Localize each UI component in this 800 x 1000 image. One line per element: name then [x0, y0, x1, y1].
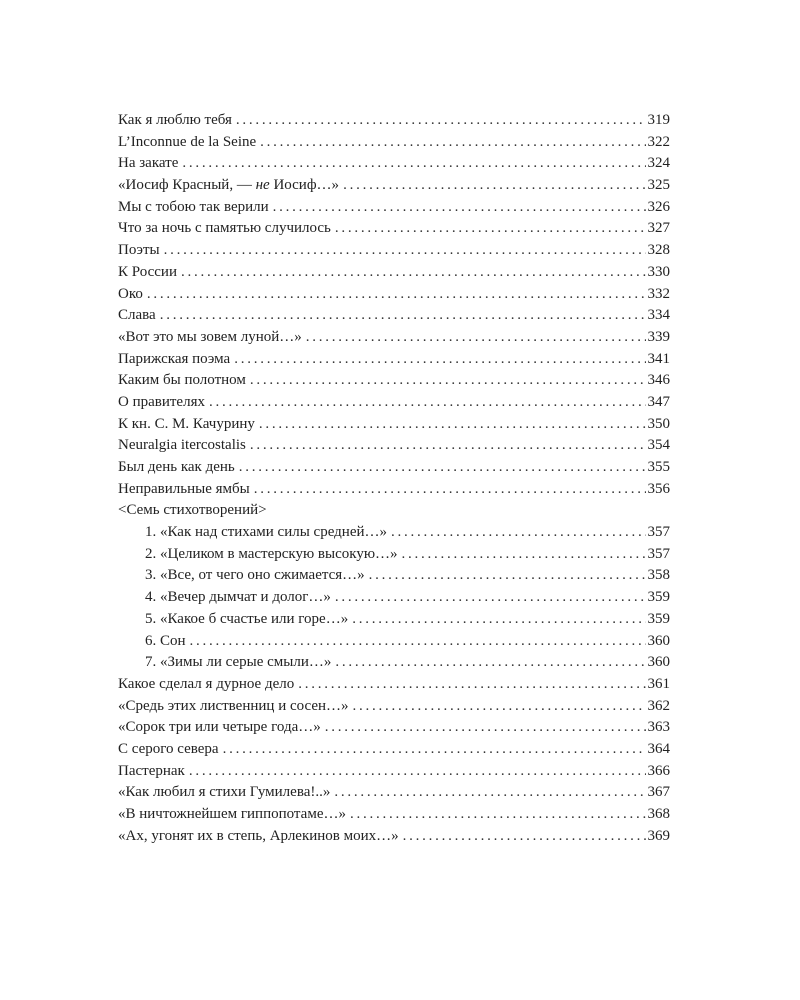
- dot-leader: [306, 327, 646, 349]
- title-text: <Семь стихотворений>: [118, 502, 267, 519]
- dot-leader: [234, 349, 645, 371]
- dot-leader: [335, 587, 646, 609]
- toc-entry-title: [145, 587, 335, 609]
- title-text: «Иосиф Красный, —: [118, 177, 256, 194]
- toc-entry[interactable]: [118, 132, 670, 154]
- page-number: 334: [647, 307, 670, 324]
- title-italic-text: не: [255, 177, 270, 194]
- dot-leader: [259, 414, 646, 436]
- dot-leader: [182, 153, 645, 175]
- toc-entry-title: [118, 717, 325, 739]
- page-number: 359: [647, 610, 670, 627]
- toc-entry[interactable]: [118, 175, 670, 197]
- toc-entry[interactable]: [118, 349, 670, 371]
- toc-entry[interactable]: [118, 262, 670, 284]
- dot-leader: [209, 392, 646, 414]
- toc-entry-title: [145, 631, 190, 653]
- title-text: К кн. С. М. Качурину: [118, 415, 255, 432]
- title-text: Neuralgia itercostalis: [118, 437, 246, 454]
- toc-entry[interactable]: [118, 631, 670, 653]
- toc-entry[interactable]: [118, 652, 670, 674]
- toc-entry-title: [118, 696, 353, 718]
- toc-entry-title: [118, 739, 223, 761]
- page-number: 319: [647, 112, 670, 128]
- toc-entry[interactable]: [118, 565, 670, 587]
- title-text: 2. «Целиком в мастерскую высокую…»: [145, 545, 398, 562]
- page-number: 359: [647, 589, 670, 606]
- page-number: 358: [647, 567, 670, 584]
- dot-leader: [353, 696, 646, 718]
- title-text: 1. «Как над стихами силы средней…»: [145, 524, 387, 541]
- toc-entry[interactable]: [118, 587, 670, 609]
- toc-entry-title: [145, 652, 335, 674]
- title-text: «Как любил я стихи Гумилева!..»: [118, 784, 331, 801]
- page-number: 325: [647, 177, 670, 194]
- title-text: Мы с тобою так верили: [118, 198, 269, 215]
- toc-entry[interactable]: [118, 522, 670, 544]
- title-text: К России: [118, 263, 177, 280]
- toc-entry-title: [118, 500, 271, 522]
- toc-entry-title: [118, 218, 335, 240]
- title-text: Неправильные ямбы: [118, 480, 250, 497]
- dot-leader: [147, 284, 646, 306]
- toc-entry[interactable]: [118, 544, 670, 566]
- title-text: 6. Сон: [145, 632, 186, 649]
- dot-leader: [223, 739, 646, 761]
- page-number: 356: [647, 480, 670, 497]
- toc-entry-title: [118, 435, 250, 457]
- page-number: 326: [647, 198, 670, 215]
- toc-entry-title: [118, 175, 343, 197]
- page-number: 324: [647, 155, 670, 172]
- title-text: «Средь этих лиственниц и сосен…»: [118, 697, 349, 714]
- title-text: Парижская поэма: [118, 350, 231, 367]
- dot-leader: [273, 197, 646, 219]
- toc-entry[interactable]: [118, 457, 670, 479]
- title-text-after: Иосиф…»: [269, 177, 340, 194]
- dot-leader: [189, 761, 646, 783]
- page-number: 346: [647, 372, 670, 389]
- page-number: 327: [647, 220, 670, 237]
- page-number: 366: [647, 762, 670, 779]
- toc-entry-title: [145, 522, 391, 544]
- page-number: 364: [647, 740, 670, 757]
- page-number: 328: [647, 242, 670, 259]
- toc-entry-title: [118, 110, 236, 132]
- dot-leader: [334, 782, 645, 804]
- toc-entry-title: [118, 370, 250, 392]
- title-text: Какое сделал я дурное дело: [118, 675, 295, 692]
- toc-entry[interactable]: [118, 414, 670, 436]
- page-number: 330: [647, 263, 670, 280]
- dot-leader: [403, 826, 646, 848]
- page-number: 332: [647, 285, 670, 302]
- toc-entry[interactable]: [118, 500, 670, 522]
- toc-entry-title: [118, 826, 403, 848]
- title-text: 4. «Вечер дымчат и долог…»: [145, 589, 331, 606]
- toc-entry-title: [118, 197, 273, 219]
- page-number: 363: [647, 719, 670, 736]
- page-number: 357: [647, 524, 670, 541]
- page-number: 341: [647, 350, 670, 367]
- page-number: 360: [647, 632, 670, 649]
- toc-entry-title: [118, 349, 234, 371]
- title-text: О правителях: [118, 393, 205, 410]
- toc-entry-title: [118, 153, 182, 175]
- title-text: Что за ночь с памятью случилось: [118, 220, 331, 237]
- toc-entry[interactable]: [118, 826, 670, 848]
- toc-entry[interactable]: [118, 284, 670, 306]
- title-text: С серого севера: [118, 740, 219, 757]
- page-number: 350: [647, 415, 670, 432]
- dot-leader: [250, 370, 646, 392]
- toc-entry-title: [118, 392, 209, 414]
- toc-entry[interactable]: [118, 327, 670, 349]
- dot-leader: [236, 110, 646, 132]
- toc-entry[interactable]: [118, 153, 670, 175]
- dot-leader: [350, 804, 646, 826]
- toc-entry[interactable]: [118, 717, 670, 739]
- toc-entry-title: [145, 544, 402, 566]
- toc-entry-title: [118, 284, 147, 306]
- title-text: Каким бы полотном: [118, 372, 246, 389]
- toc-entry-title: [118, 674, 298, 696]
- page-number: 354: [647, 437, 670, 454]
- dot-leader: [250, 435, 646, 457]
- dot-leader: [298, 674, 645, 696]
- toc-entry-title: [118, 761, 189, 783]
- title-text: L’Inconnue de la Seine: [118, 133, 257, 150]
- dot-leader: [335, 218, 646, 240]
- toc-entry-title: [145, 609, 352, 631]
- page-number: 361: [647, 675, 670, 692]
- toc-entry[interactable]: [118, 218, 670, 240]
- toc-entry-title: [118, 479, 254, 501]
- toc-entry[interactable]: [118, 240, 670, 262]
- title-text: Око: [118, 285, 143, 302]
- dot-leader: [335, 652, 645, 674]
- dot-leader: [164, 240, 646, 262]
- dot-leader: [391, 522, 646, 544]
- dot-leader: [260, 132, 645, 154]
- page-number: 369: [647, 827, 670, 844]
- title-text: Слава: [118, 307, 156, 324]
- dot-leader: [239, 457, 646, 479]
- title-text: 5. «Какое б счастье или горе…»: [145, 610, 349, 627]
- toc-entry[interactable]: [118, 110, 670, 132]
- toc-entry[interactable]: [118, 370, 670, 392]
- title-text: Поэты: [118, 242, 160, 259]
- title-text: Как я люблю тебя: [118, 112, 232, 128]
- toc-entry-title: [118, 804, 350, 826]
- title-text: Пастернак: [118, 762, 185, 779]
- toc-entry[interactable]: [118, 392, 670, 414]
- dot-leader: [190, 631, 646, 653]
- title-text: 7. «Зимы ли серые смыли…»: [145, 654, 332, 671]
- toc-entry-title: [118, 262, 181, 284]
- toc-entry-title: [118, 782, 334, 804]
- page-number: 368: [647, 806, 670, 822]
- toc-entry-title: [118, 457, 239, 479]
- dot-leader: [325, 717, 646, 739]
- toc-entry[interactable]: [118, 696, 670, 718]
- title-text: Был день как день: [118, 459, 235, 475]
- title-text: На закате: [118, 155, 179, 172]
- page-number: 362: [647, 697, 670, 714]
- page-number: 357: [647, 545, 670, 562]
- dot-leader: [352, 609, 645, 631]
- title-text: «Ах, угонят их в степь, Арлекинов моих…»: [118, 827, 399, 844]
- toc-entry[interactable]: [118, 761, 670, 783]
- page-number: 339: [647, 328, 670, 345]
- toc-entry-title: [118, 132, 260, 154]
- toc-entry[interactable]: [118, 609, 670, 631]
- toc-entry[interactable]: [118, 782, 670, 804]
- toc-entry[interactable]: [118, 804, 670, 826]
- page-number: 347: [647, 393, 670, 410]
- page-number: 360: [647, 654, 670, 671]
- dot-leader: [160, 305, 646, 327]
- toc-entry[interactable]: [118, 435, 670, 457]
- toc-entry[interactable]: [118, 739, 670, 761]
- dot-leader: [254, 479, 646, 501]
- toc-entry[interactable]: [118, 305, 670, 327]
- dot-leader: [343, 175, 645, 197]
- page-number: 367: [647, 784, 670, 801]
- toc-entry-title: [118, 414, 259, 436]
- title-text: «Сорок три или четыре года…»: [118, 719, 321, 736]
- table-of-contents: [118, 110, 670, 847]
- toc-entry[interactable]: [118, 674, 670, 696]
- toc-entry[interactable]: [118, 197, 670, 219]
- title-text: 3. «Все, от чего оно сжимается…»: [145, 567, 365, 584]
- title-text: «В ничтожнейшем гиппопотаме…»: [118, 806, 346, 822]
- toc-entry-title: [145, 565, 369, 587]
- toc-entry[interactable]: [118, 479, 670, 501]
- title-text: «Вот это мы зовем луной…»: [118, 328, 302, 345]
- toc-entry-title: [118, 327, 306, 349]
- dot-leader: [402, 544, 646, 566]
- toc-entry-title: [118, 305, 160, 327]
- dot-leader: [181, 262, 646, 284]
- dot-leader: [369, 565, 646, 587]
- page-number: 355: [647, 459, 670, 475]
- page-number: 322: [647, 133, 670, 150]
- toc-entry-title: [118, 240, 164, 262]
